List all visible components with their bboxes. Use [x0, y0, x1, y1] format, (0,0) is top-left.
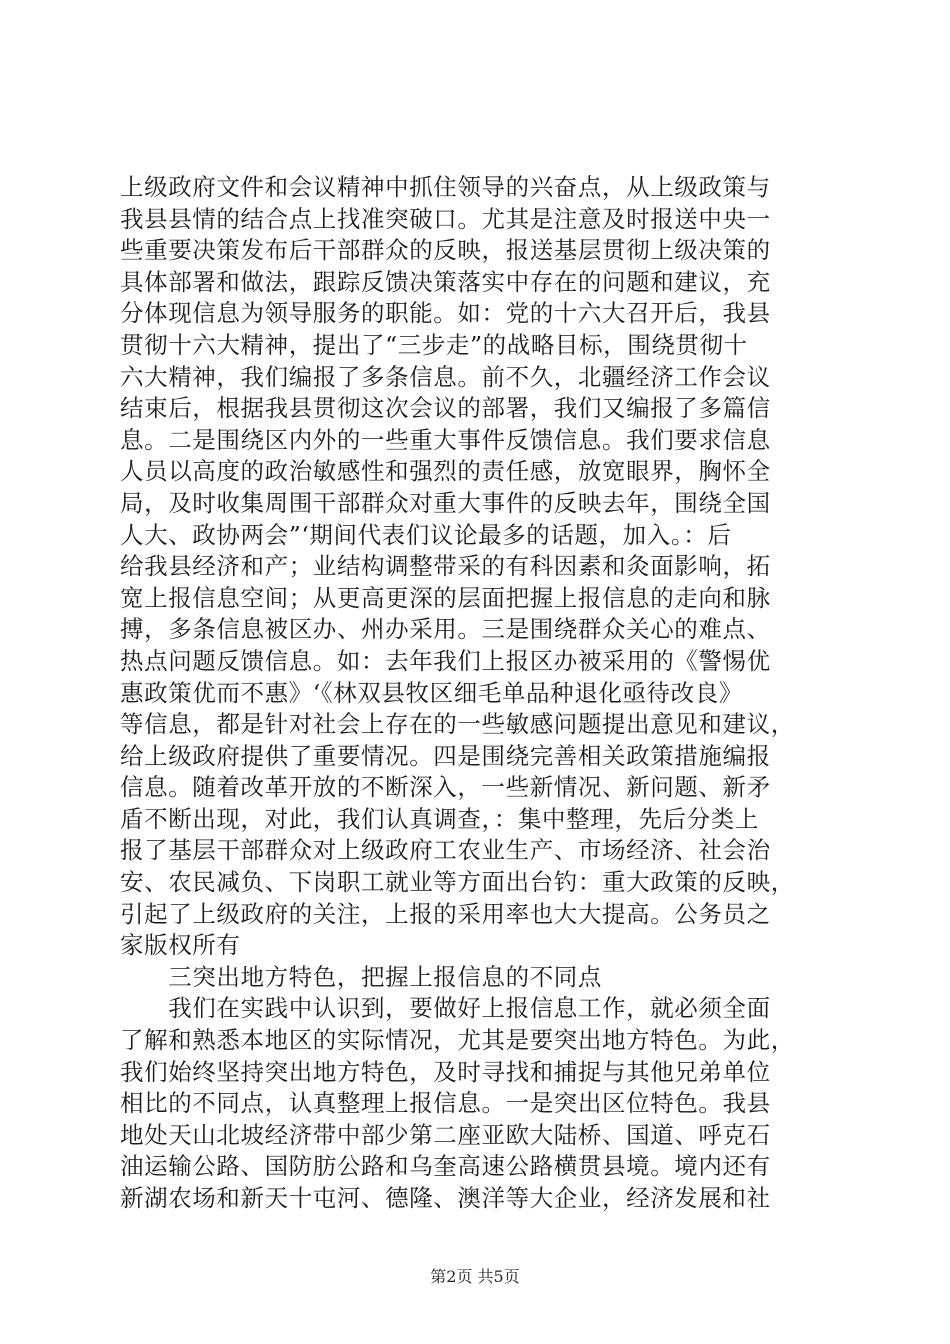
- text-line: 宽上报信息空间；从更高更深的层面把握上报信息的走向和脉: [120, 583, 771, 612]
- text-line: 引起了上级政府的关注，上报的采用率也大大提高。公务员之: [120, 899, 771, 928]
- text-line: 了解和熟悉本地区的实际情况，尤其是要突出地方特色。为此，: [120, 1026, 795, 1055]
- text-line: 地处天山北坡经济带中部少第二座亚欧大陆桥、国道、呼克石: [120, 1120, 771, 1149]
- text-line: 给上级政府提供了重要情况。四是围绕完善相关政策措施编报: [120, 741, 771, 770]
- text-line: 具体部署和做法，跟踪反馈决策落实中存在的问题和建议，充: [120, 267, 771, 296]
- text-line: 新湖农场和新天十屯河、德隆、澳洋等大企业，经济发展和社: [120, 1184, 771, 1212]
- page-number-footer: 第2页 共5页: [430, 1267, 520, 1286]
- text-line: 搏，多条信息被区办、州办采用。三是围绕群众关心的难点、: [120, 615, 771, 644]
- text-line: 结束后，根据我县贯彻这次会议的部署，我们又编报了多篇信: [120, 394, 771, 423]
- text-line: 惠政策优而不惠》‘《林双县牧区细毛单品种退化亟待改良》: [120, 678, 743, 707]
- text-line: 家版权所有: [120, 931, 241, 960]
- text-line: 热点问题反馈信息。如：去年我们上报区办被采用的《警惕优: [120, 646, 771, 675]
- text-line: 我们始终坚持突出地方特色，及时寻找和捕捉与其他兄弟单位: [120, 1057, 771, 1086]
- text-line: 我县县情的结合点上找准突破口。尤其是注意及时报送中央一: [120, 204, 771, 233]
- text-line: 我们在实践中认识到，要做好上报信息工作，就必须全面: [120, 994, 771, 1023]
- text-line: 报了基层干部群众对上级政府工农业生产、市场经济、社会治: [120, 836, 771, 865]
- section-heading: 三突出地方特色，把握上报信息的不同点: [120, 962, 602, 991]
- text-line: 人大、政协两会”‘期间代表们议论最多的话题，加入。：后: [120, 520, 732, 549]
- text-line: 人员以高度的政治敏感性和强烈的责任感，放宽眼界，胸怀全: [120, 457, 771, 486]
- text-line: 油运输公路、国防肪公路和乌奎高速公路横贯县境。境内还有: [120, 1152, 771, 1181]
- text-line: 分体现信息为领导服务的职能。如：党的十六大召开后，我县: [120, 299, 771, 328]
- text-line: 信息。随着改革开放的不断深入，一些新情况、新问题、新矛: [120, 773, 771, 802]
- text-line: 六大精神，我们编报了多条信息。前不久，北疆经济工作会议: [120, 362, 771, 391]
- text-line: 贯彻十六大精神，提出了“三步走”的战略目标，围绕贯彻十: [120, 330, 748, 359]
- text-line: 相比的不同点，认真整理上报信息。一是突出区位特色。我县: [120, 1089, 771, 1118]
- text-line: 些重要决策发布后干部群众的反映，报送基层贯彻上级决策的: [120, 236, 771, 265]
- text-line: 盾不断出现，对此，我们认真调查，：集中整理，先后分类上: [120, 804, 759, 833]
- text-line: 息。二是围绕区内外的一些重大事件反馈信息。我们要求信息: [120, 425, 771, 454]
- body-text: [120, 172, 830, 1215]
- text-line: 等信息，都是针对社会上存在的一些敏感问题提出意见和建议，: [120, 710, 795, 739]
- text-line: 上级政府文件和会议精神中抓住领导的兴奋点，从上级政策与: [120, 173, 771, 201]
- text-line: 安、农民减负、下岗职工就业等方面出台钓：重大政策的反映，: [120, 868, 795, 897]
- text-line: 给我县经济和产；业结构调整带采的有科因素和灸面影响，拓: [120, 552, 771, 581]
- text-line: 局，及时收集周围干部群众对重大事件的反映去年，围绕全国: [120, 488, 771, 517]
